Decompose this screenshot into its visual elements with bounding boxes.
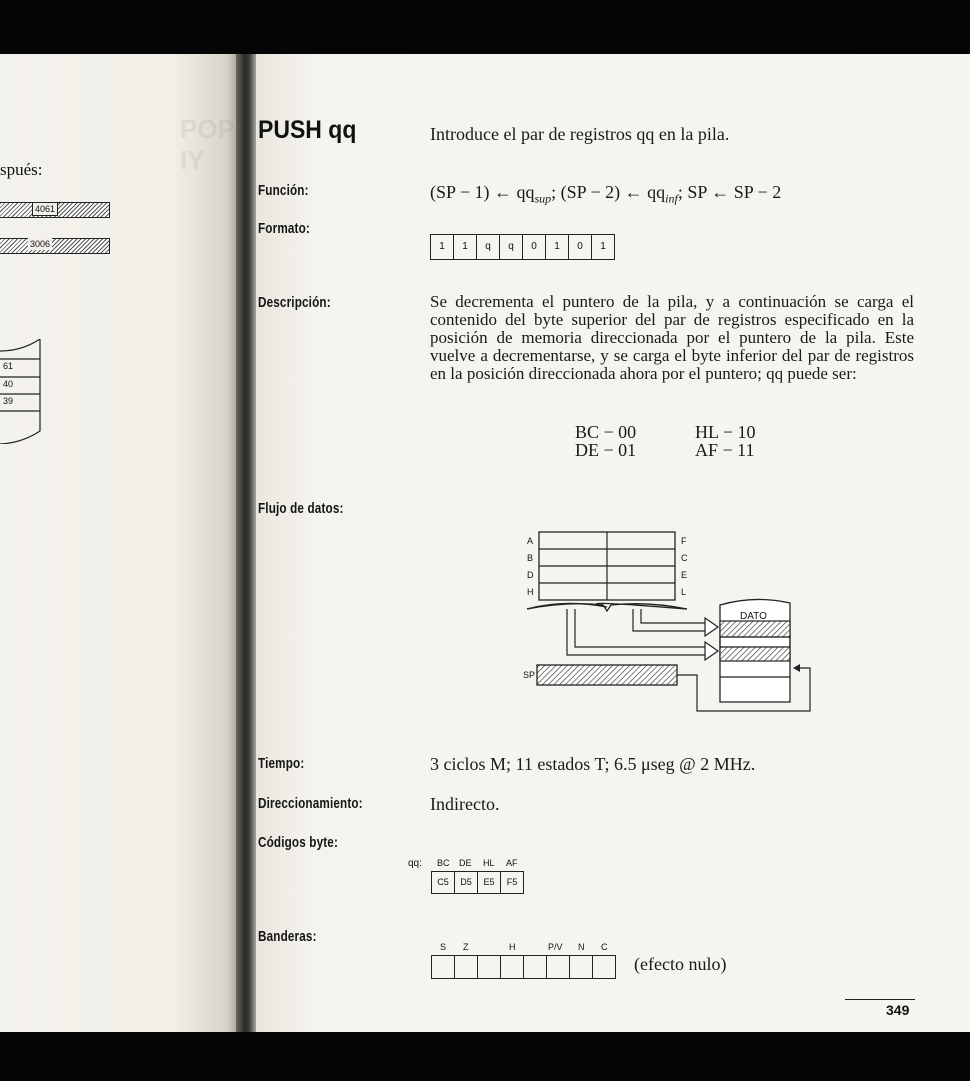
bit-6: 1	[454, 235, 477, 259]
codigo-header-hl: HL	[483, 858, 495, 868]
funcion-part-2: ; (SP − 2) ← qq	[551, 182, 666, 202]
flag-s: S	[440, 942, 447, 952]
left-stack-cell-3: 39	[3, 396, 14, 406]
label-banderas: Banderas:	[258, 928, 317, 945]
reg-h: H	[527, 587, 534, 597]
qq-de: DE − 01	[575, 440, 637, 460]
flow-paths	[567, 609, 718, 660]
dato-label: DATO	[740, 611, 767, 622]
label-flujo: Flujo de datos:	[258, 500, 344, 517]
book-gutter	[236, 54, 258, 1034]
flag-c: C	[601, 942, 608, 952]
funcion-part-1: (SP − 1) ← qq	[430, 182, 535, 202]
bit-4: q	[500, 235, 523, 259]
reg-b: B	[527, 553, 534, 563]
reg-d: D	[527, 570, 534, 580]
flag-pv: P/V	[548, 942, 563, 952]
flag-n: N	[578, 942, 585, 952]
left-page	[0, 54, 246, 1034]
tiempo-text: 3 ciclos M; 11 estados T; 6.5 μseg @ 2 MHz.	[430, 754, 756, 774]
left-register-value-1: 4061	[32, 202, 58, 216]
left-memory-stack	[0, 339, 50, 444]
reg-e: E	[681, 570, 688, 580]
codigos-boxes	[431, 871, 524, 894]
flags-register	[431, 955, 616, 979]
descripcion-text: Se decrementa el puntero de la pila, y a continuación se carga el contenido del byte superior del par de registros especificado en la posición de memoria direccionada por el puntero de la pila. Este vuelve a decrementarse, y se carga el byte inferior del par de registros en la posición direccionada ahora por el puntero; qq puede ser:	[430, 292, 914, 383]
qq-bc: BC − 00	[575, 422, 637, 442]
codigo-header-de: DE	[459, 858, 472, 868]
reg-f: F	[681, 536, 687, 546]
codigo-header-af: AF	[506, 858, 518, 868]
left-stack-cell-1: 61	[3, 361, 14, 371]
reg-l: L	[681, 587, 687, 597]
label-codigos: Códigos byte:	[258, 834, 339, 851]
flag-z: Z	[463, 942, 469, 952]
page-number: 349	[886, 1002, 910, 1018]
funcion-sub-1: sup	[534, 191, 552, 206]
codigo-de: D5	[455, 872, 478, 893]
funcion-sub-2: inf	[665, 191, 678, 206]
codigo-hl: E5	[478, 872, 501, 893]
scan-top-border	[0, 0, 970, 56]
label-descripcion: Descripción:	[258, 294, 331, 311]
bit-1: 0	[569, 235, 592, 259]
flag-h: H	[509, 942, 516, 952]
page-number-rule	[845, 999, 915, 1000]
direccionamiento-text: Indirecto.	[430, 794, 500, 814]
register-file	[539, 532, 675, 600]
label-formato: Formato:	[258, 220, 310, 237]
left-page-fragment: spués:	[0, 160, 43, 179]
intro-text: Introduce el par de registros qq en la pila.	[430, 124, 730, 144]
label-funcion: Función:	[258, 182, 309, 199]
codigo-header-bc: BC	[437, 858, 450, 868]
qq-hl: HL − 10	[695, 422, 756, 442]
sp-label: SP	[523, 670, 536, 680]
page-title: PUSH qq	[258, 116, 357, 144]
funcion-part-3: ; SP ← SP − 2	[677, 182, 782, 202]
brace	[527, 603, 687, 609]
codigo-bc: C5	[432, 872, 455, 893]
bit-5: q	[477, 235, 500, 259]
data-flow-diagram	[515, 525, 815, 720]
scan-bottom-border	[0, 1032, 970, 1081]
reg-a: A	[527, 536, 534, 546]
left-register-box-2	[0, 238, 110, 254]
formato-bit-field	[430, 234, 615, 260]
sp-register	[537, 665, 677, 685]
codigo-af: F5	[506, 877, 518, 887]
banderas-note: (efecto nulo)	[634, 954, 727, 974]
left-register-value-2: 3006	[30, 239, 51, 249]
codigos-prefix: qq:	[408, 858, 422, 869]
label-tiempo: Tiempo:	[258, 755, 305, 772]
left-ghost-text: POP IY	[180, 114, 235, 175]
funcion-formula	[430, 182, 781, 207]
bit-7: 1	[431, 235, 454, 259]
label-direccionamiento: Direccionamiento:	[258, 795, 363, 812]
bit-3: 0	[523, 235, 546, 259]
bit-0: 1	[600, 241, 606, 252]
qq-af: AF − 11	[695, 440, 755, 460]
reg-c: C	[681, 553, 688, 563]
left-stack-cell-2: 40	[3, 379, 14, 389]
bit-2: 1	[546, 235, 569, 259]
